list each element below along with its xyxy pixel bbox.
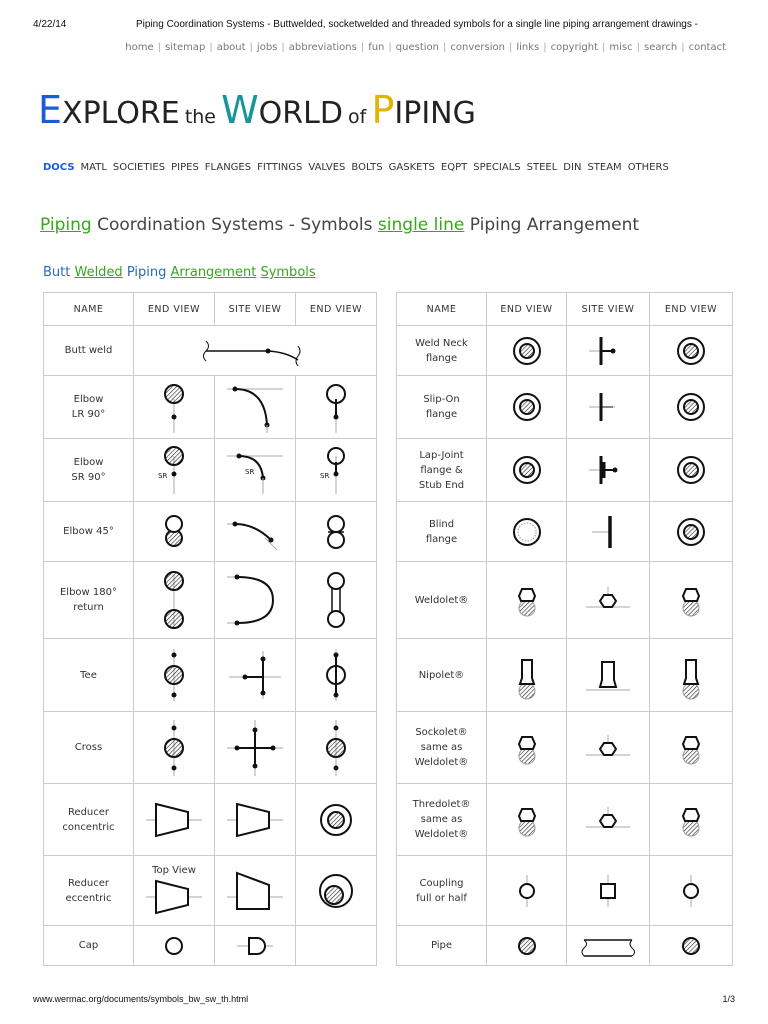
symbol-cell [134, 502, 215, 562]
section-subtitle: Butt Welded Piping Arrangement Symbols [43, 265, 316, 280]
reducer-eccentric-site-icon [225, 867, 285, 915]
category-specials-link[interactable]: SPECIALS [473, 162, 521, 173]
symbol-cell [650, 926, 733, 966]
col-header-name: NAME [44, 293, 134, 326]
nipolet-end-view-icon [507, 648, 547, 702]
col-header-end-view: END VIEW [650, 293, 733, 326]
symbol-name: Cross [44, 712, 134, 784]
table-row [44, 326, 377, 376]
symbol-name: Cap [44, 926, 134, 966]
pipe-site-view-icon [578, 931, 638, 961]
coupling-end-view-icon [507, 871, 547, 911]
symbol-cell [487, 376, 567, 439]
symbol-cell [134, 376, 215, 439]
category-bolts-link[interactable]: BOLTS [351, 162, 383, 173]
symbol-name: Coupling full or half [397, 856, 487, 926]
table-row [44, 926, 377, 966]
cross-end-view-icon [316, 718, 356, 778]
symbol-cell [567, 502, 650, 562]
symbol-cell [487, 502, 567, 562]
symbol-name: Weldolet® [397, 562, 487, 639]
print-date: 4/22/14 [33, 19, 67, 30]
table-row [44, 856, 377, 926]
weldolet-site-view-icon [583, 577, 633, 623]
elbow-180-site-view-icon [225, 569, 285, 631]
category-gaskets-link[interactable]: GASKETS [388, 162, 435, 173]
cap-site-view-icon [235, 931, 275, 961]
symbol-cell [487, 439, 567, 502]
symbol-cell [650, 376, 733, 439]
symbol-name: Tee [44, 639, 134, 712]
top-nav-contact-link[interactable]: contact [688, 42, 726, 53]
table-row [397, 502, 733, 562]
symbol-cell [134, 439, 215, 502]
single-line-link[interactable]: single line [377, 215, 465, 235]
cap-end-view-icon [159, 931, 189, 961]
symbol-cell [567, 926, 650, 966]
weld-neck-end-view-icon [507, 331, 547, 371]
svg-text:SR: SR [245, 468, 255, 476]
symbol-cell [296, 784, 377, 856]
symbol-name: Reducer concentric [44, 784, 134, 856]
slip-on-end-view-icon [507, 387, 547, 427]
top-nav-jobs-link[interactable]: jobs [256, 42, 278, 53]
symbol-name: Elbow 180° return [44, 562, 134, 639]
elbow-180-end-view-icon [154, 569, 194, 631]
symbol-name: Elbow SR 90° [44, 439, 134, 502]
elbow-sr-end-view-icon [316, 444, 356, 496]
symbol-cell [650, 326, 733, 376]
site-logo[interactable]: EXPLORE the WORLD of PIPING [38, 88, 476, 132]
category-societies-link[interactable]: SOCIETIES [112, 162, 166, 173]
symbol-name: Reducer eccentric [44, 856, 134, 926]
page-number: 1/3 [722, 994, 735, 1004]
table-row [44, 562, 377, 639]
top-nav-sitemap-link[interactable]: sitemap [165, 42, 206, 53]
table-row [44, 439, 377, 502]
reducer-eccentric-end-view-icon [314, 869, 358, 913]
elbow-45-end-view-icon [316, 510, 356, 554]
category-din-link[interactable]: DIN [563, 162, 582, 173]
slip-on-site-view-icon [583, 387, 633, 427]
weldolet-end-view-icon [507, 725, 547, 771]
svg-text:SR: SR [158, 472, 168, 480]
top-nav-fun-link[interactable]: fun [368, 42, 385, 53]
symbol-name: Pipe [397, 926, 487, 966]
category-steam-link[interactable]: STEAM [587, 162, 622, 173]
symbol-cell [215, 784, 296, 856]
symbol-name: Weld Neck flange [397, 326, 487, 376]
symbol-cell [487, 712, 567, 784]
symbol-cell [215, 926, 296, 966]
lap-joint-site-view-icon [583, 450, 633, 490]
svg-text:SR: SR [320, 472, 330, 480]
weld-neck-end-view-icon [671, 331, 711, 371]
top-nav-conversion-link[interactable]: conversion [450, 42, 505, 53]
col-header-end-view: END VIEW [487, 293, 567, 326]
table-row [44, 639, 377, 712]
table-row [397, 784, 733, 856]
category-others-link[interactable]: OTHERS [627, 162, 669, 173]
table-row [397, 562, 733, 639]
elbow-45-end-view-icon [154, 510, 194, 554]
symbol-cell [567, 562, 650, 639]
weldolet-site-view-icon [583, 725, 633, 771]
category-fittings-link[interactable]: FITTINGS [257, 162, 303, 173]
symbol-cell [215, 562, 296, 639]
nipolet-end-view-icon [671, 648, 711, 702]
symbol-cell [296, 562, 377, 639]
symbol-cell [567, 712, 650, 784]
col-header-end-view: END VIEW [134, 293, 215, 326]
symbol-cell [487, 639, 567, 712]
category-pipes-link[interactable]: PIPES [171, 162, 199, 173]
symbol-name: Slip-On flange [397, 376, 487, 439]
reducer-concentric-top-icon [144, 798, 204, 842]
symbol-cell [296, 376, 377, 439]
symbol-cell [567, 326, 650, 376]
cross-site-view-icon [225, 718, 285, 778]
lap-joint-end-view-icon [671, 450, 711, 490]
elbow-45-site-view-icon [225, 510, 285, 554]
elbow-180-end-view-icon [316, 569, 356, 631]
symbol-cell [567, 639, 650, 712]
symbol-cell [650, 562, 733, 639]
symbol-cell [650, 439, 733, 502]
top-nav: home | sitemap | about | jobs | abbreviations | fun | question | conversion | links | copyright | misc | search | contact [125, 42, 726, 53]
symbol-cell [650, 784, 733, 856]
category-docs-link[interactable]: DOCS [43, 162, 75, 173]
symbol-cell [487, 926, 567, 966]
weld-neck-site-view-icon [583, 331, 633, 371]
table-row [397, 326, 733, 376]
reducer-concentric-site-icon [225, 798, 285, 842]
symbol-cell [215, 712, 296, 784]
table-row [397, 712, 733, 784]
reducer-eccentric-top-icon [144, 877, 204, 917]
top-nav-search-link[interactable]: search [643, 42, 678, 53]
top-nav-misc-link[interactable]: misc [609, 42, 633, 53]
top-nav-about-link[interactable]: about [216, 42, 246, 53]
symbol-cell [215, 502, 296, 562]
pipe-end-view-icon [676, 931, 706, 961]
top-nav-copyright-link[interactable]: copyright [550, 42, 598, 53]
symbol-cell [215, 856, 296, 926]
weldolet-end-view-icon [671, 797, 711, 843]
print-title: Piping Coordination Systems - Buttwelded, socketwelded and threaded symbols for a single line piping arrangement drawings - [136, 19, 698, 30]
symbols-link[interactable]: Symbols [260, 265, 316, 280]
symbol-cell [487, 784, 567, 856]
reducer-concentric-end-view-icon [314, 798, 358, 842]
symbol-cell [134, 639, 215, 712]
symbol-name: Lap-Joint flange & Stub End [397, 439, 487, 502]
blind-flange-end-view-icon [507, 512, 547, 552]
symbol-cell [650, 502, 733, 562]
category-matl-link[interactable]: MATL [80, 162, 107, 173]
symbol-cell [296, 712, 377, 784]
category-steel-link[interactable]: STEEL [526, 162, 558, 173]
symbol-name: Thredolet® same as Weldolet® [397, 784, 487, 856]
arrangement-link[interactable]: Arrangement [170, 265, 257, 280]
symbol-cell [487, 326, 567, 376]
symbol-cell [215, 439, 296, 502]
symbol-cell [134, 784, 215, 856]
buttweld-icon [200, 336, 310, 366]
elbow-sr-end-view-icon [154, 444, 194, 496]
symbol-name: Nipolet® [397, 639, 487, 712]
symbol-cell [567, 439, 650, 502]
symbol-cell [567, 856, 650, 926]
symbol-cell [296, 639, 377, 712]
buttweld-symbols-table [43, 292, 377, 966]
lap-joint-end-view-icon [507, 450, 547, 490]
coupling-end-view-icon [671, 871, 711, 911]
symbol-cell [215, 376, 296, 439]
elbow-sr-site-view-icon [225, 444, 285, 496]
table-row [397, 926, 733, 966]
nipolet-site-view-icon [583, 648, 633, 702]
coupling-site-view-icon [588, 871, 628, 911]
table-row [44, 712, 377, 784]
tee-site-view-icon [225, 647, 285, 703]
page-title: Piping Coordination Systems - Symbols single line Piping Arrangement [40, 215, 640, 235]
col-header-name: NAME [397, 293, 487, 326]
flange-olet-symbols-table [396, 292, 733, 966]
symbol-cell [134, 712, 215, 784]
symbol-cell [567, 784, 650, 856]
welded-link[interactable]: Welded [74, 265, 123, 280]
symbol-name: Sockolet® same as Weldolet® [397, 712, 487, 784]
col-header-site-view: SITE VIEW [567, 293, 650, 326]
symbol-cell [296, 502, 377, 562]
table-row [44, 376, 377, 439]
col-header-site-view: SITE VIEW [215, 293, 296, 326]
symbol-cell [487, 856, 567, 926]
top-nav-question-link[interactable]: question [395, 42, 439, 53]
col-header-end-view: END VIEW [296, 293, 377, 326]
table-row [397, 639, 733, 712]
symbol-cell [296, 856, 377, 926]
top-nav-links-link[interactable]: links [516, 42, 540, 53]
weldolet-site-view-icon [583, 797, 633, 843]
blind-flange-end-view-icon [671, 512, 711, 552]
category-nav [43, 162, 675, 173]
weldolet-end-view-icon [507, 797, 547, 843]
elbow-end-view-icon [154, 379, 194, 435]
elbow-site-view-icon [225, 379, 285, 435]
tee-end-view-icon [154, 647, 194, 703]
symbol-name: Blind flange [397, 502, 487, 562]
table-row [44, 502, 377, 562]
weldolet-end-view-icon [671, 577, 711, 623]
symbol-cell [567, 376, 650, 439]
symbol-cell [650, 639, 733, 712]
piping-link[interactable]: Piping [40, 215, 92, 235]
category-valves-link[interactable]: VALVES [308, 162, 346, 173]
pipe-end-view-icon [512, 931, 542, 961]
symbol-cell [650, 856, 733, 926]
symbol-cell [134, 926, 215, 966]
table-row [397, 856, 733, 926]
footer-url: www.wermac.org/documents/symbols_bw_sw_th.html [33, 994, 249, 1004]
tee-end-view-icon [316, 647, 356, 703]
symbol-cell [296, 926, 377, 966]
category-flanges-link[interactable]: FLANGES [204, 162, 252, 173]
buttweld-cell [134, 326, 377, 376]
symbol-cell [650, 712, 733, 784]
symbol-cell [296, 439, 377, 502]
symbol-cell [134, 856, 215, 926]
table-row [44, 784, 377, 856]
elbow-end-view-icon [316, 379, 356, 435]
weldolet-end-view-icon [507, 577, 547, 623]
blind-flange-site-view-icon [588, 512, 628, 552]
symbol-cell [215, 639, 296, 712]
symbol-name: Butt weld [44, 326, 134, 376]
category-eqpt-link[interactable]: EQPT [440, 162, 468, 173]
slip-on-end-view-icon [671, 387, 711, 427]
table-row [397, 439, 733, 502]
table-row [397, 376, 733, 439]
top-nav-abbreviations-link[interactable]: abbreviations [288, 42, 357, 53]
symbol-cell [134, 562, 215, 639]
weldolet-end-view-icon [671, 725, 711, 771]
cross-end-view-icon [154, 718, 194, 778]
symbol-name: Elbow LR 90° [44, 376, 134, 439]
top-view-label: Top View [152, 864, 196, 876]
top-nav-home-link[interactable]: home [125, 42, 154, 53]
symbol-cell [487, 562, 567, 639]
symbol-name: Elbow 45° [44, 502, 134, 562]
